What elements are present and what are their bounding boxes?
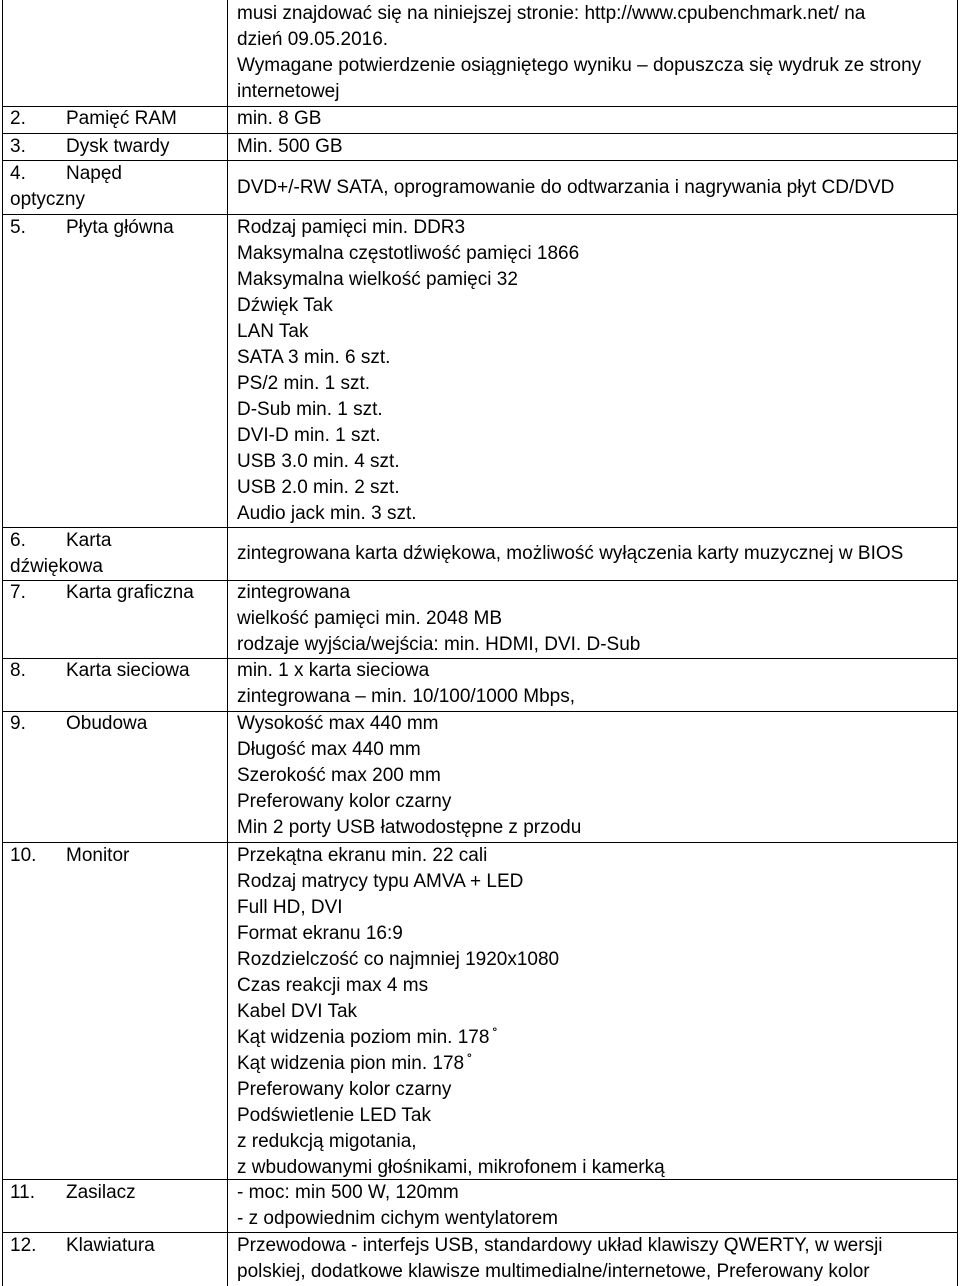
- value-line: Kąt widzenia poziom min. 178 ̊: [237, 1027, 495, 1048]
- label-line: Płyta główna: [66, 217, 174, 238]
- value-line: - moc: min 500 W, 120mm: [237, 1182, 459, 1203]
- row-value: [237, 175, 949, 201]
- row-value: [237, 580, 949, 658]
- label-line: Dysk twardy: [66, 136, 170, 157]
- value-line: Format ekranu 16:9: [237, 923, 403, 944]
- value-line: PS/2 min. 1 szt.: [237, 373, 371, 394]
- row-label: [66, 1233, 216, 1259]
- row-number: 3.: [10, 136, 26, 157]
- value-line: rodzaje wyjścia/wejścia: min. HDMI, DVI. D-Sub: [237, 634, 641, 655]
- row-label: [66, 106, 216, 132]
- value-line: Preferowany kolor czarny: [237, 791, 452, 812]
- value-line: - z odpowiednim cichym wentylatorem: [237, 1208, 559, 1229]
- value-line: zintegrowana: [237, 582, 351, 603]
- label-line: optyczny: [10, 189, 85, 210]
- value-line: DVI-D min. 1 szt.: [237, 425, 381, 446]
- label-line: Obudowa: [66, 713, 148, 734]
- value-line: Wysokość max 440 mm: [237, 713, 439, 734]
- label-line: Klawiatura: [66, 1235, 155, 1256]
- row-value: [237, 134, 949, 160]
- label-line: Napęd: [66, 163, 122, 184]
- value-line: USB 2.0 min. 2 szt.: [237, 477, 400, 498]
- value-line: Długość max 440 mm: [237, 739, 421, 760]
- value-line: Maksymalna częstotliwość pamięci 1866: [237, 243, 580, 264]
- value-line: musi znajdować się na niniejszej stronie: http://www.cpubenchmark.net/ na: [237, 3, 866, 24]
- row-number: 5.: [10, 217, 26, 238]
- row-value: [237, 1233, 949, 1285]
- row-label: [66, 215, 216, 241]
- value-line: Szerokość max 200 mm: [237, 765, 441, 786]
- value-line: Podświetlenie LED Tak: [237, 1105, 431, 1126]
- value-line: Min 2 porty USB łatwodostępne z przodu: [237, 817, 582, 838]
- table-border-left: [2, 0, 3, 1286]
- value-line: dzień 09.05.2016.: [237, 29, 389, 50]
- value-line: zintegrowana karta dźwiękowa, możliwość wyłączenia karty muzycznej w BIOS: [237, 543, 904, 564]
- value-line: Rodzaj matrycy typu AMVA + LED: [237, 871, 524, 892]
- row-number: 9.: [10, 713, 26, 734]
- row-value: [237, 843, 949, 1181]
- value-line: min. 8 GB: [237, 108, 322, 129]
- value-line: SATA 3 min. 6 szt.: [237, 347, 391, 368]
- value-line: zintegrowana – min. 10/100/1000 Mbps,: [237, 686, 575, 707]
- row-value: [237, 1180, 949, 1232]
- row-value: [237, 658, 949, 710]
- row-number: 11.: [10, 1182, 36, 1203]
- row-value: [237, 541, 949, 567]
- row-label: [66, 658, 216, 684]
- label-line: Monitor: [66, 845, 130, 866]
- value-line: Full HD, DVI: [237, 897, 343, 918]
- row-value: [237, 1, 949, 105]
- value-line: Przekątna ekranu min. 22 cali: [237, 845, 488, 866]
- value-line: Audio jack min. 3 szt.: [237, 503, 417, 524]
- row-number: 12.: [10, 1235, 37, 1256]
- value-line: Rozdzielczość co najmniej 1920x1080: [237, 949, 560, 970]
- label-line: Pamięć RAM: [66, 108, 177, 129]
- value-line: wielkość pamięci min. 2048 MB: [237, 608, 503, 629]
- value-line: Przewodowa - interfejs USB, standardowy układ klawiszy QWERTY, w wersji: [237, 1235, 883, 1256]
- table-column-divider: [227, 0, 228, 1286]
- row-label: [10, 528, 216, 580]
- value-line: USB 3.0 min. 4 szt.: [237, 451, 400, 472]
- row-number: 8.: [10, 660, 26, 681]
- row-label: [66, 134, 216, 160]
- value-line: z redukcją migotania,: [237, 1131, 417, 1152]
- value-line: Wymagane potwierdzenie osiągniętego wyniku – dopuszcza się wydruk ze strony: [237, 55, 922, 76]
- value-line: Dźwięk Tak: [237, 295, 333, 316]
- row-number: 4.: [10, 163, 26, 184]
- row-number: 2.: [10, 108, 26, 129]
- value-line: LAN Tak: [237, 321, 309, 342]
- label-line: dźwiękowa: [10, 556, 103, 577]
- label-line: Karta sieciowa: [66, 660, 190, 681]
- row-value: [237, 711, 949, 841]
- value-line: Maksymalna wielkość pamięci 32: [237, 269, 518, 290]
- row-label: [10, 161, 216, 213]
- row-number: 7.: [10, 582, 26, 603]
- value-line: Kąt widzenia pion min. 178 ̊: [237, 1053, 470, 1074]
- row-label: [66, 711, 216, 737]
- row-label: [66, 843, 216, 869]
- label-line: Zasilacz: [66, 1182, 136, 1203]
- row-label: [66, 580, 216, 606]
- value-line: Czas reakcji max 4 ms: [237, 975, 429, 996]
- value-line: DVD+/-RW SATA, oprogramowanie do odtwarzania i nagrywania płyt CD/DVD: [237, 177, 895, 198]
- value-line: Min. 500 GB: [237, 136, 343, 157]
- value-line: polskiej, dodatkowe klawisze multimedialne/internetowe, Preferowany kolor: [237, 1261, 870, 1282]
- label-line: Karta: [66, 530, 112, 551]
- value-line: Rodzaj pamięci min. DDR3: [237, 217, 466, 238]
- row-value: [237, 215, 949, 527]
- row-value: [237, 106, 949, 132]
- row-label: [66, 1180, 216, 1206]
- row-number: 6.: [10, 530, 26, 551]
- value-line: internetowej: [237, 81, 340, 102]
- table-border-right: [957, 0, 958, 1286]
- value-line: Kabel DVI Tak: [237, 1001, 358, 1022]
- row-number: 10.: [10, 845, 37, 866]
- value-line: z wbudowanymi głośnikami, mikrofonem i kamerką: [237, 1157, 665, 1178]
- label-line: Karta graficzna: [66, 582, 194, 603]
- value-line: D-Sub min. 1 szt.: [237, 399, 383, 420]
- value-line: min. 1 x karta sieciowa: [237, 660, 430, 681]
- value-line: Preferowany kolor czarny: [237, 1079, 452, 1100]
